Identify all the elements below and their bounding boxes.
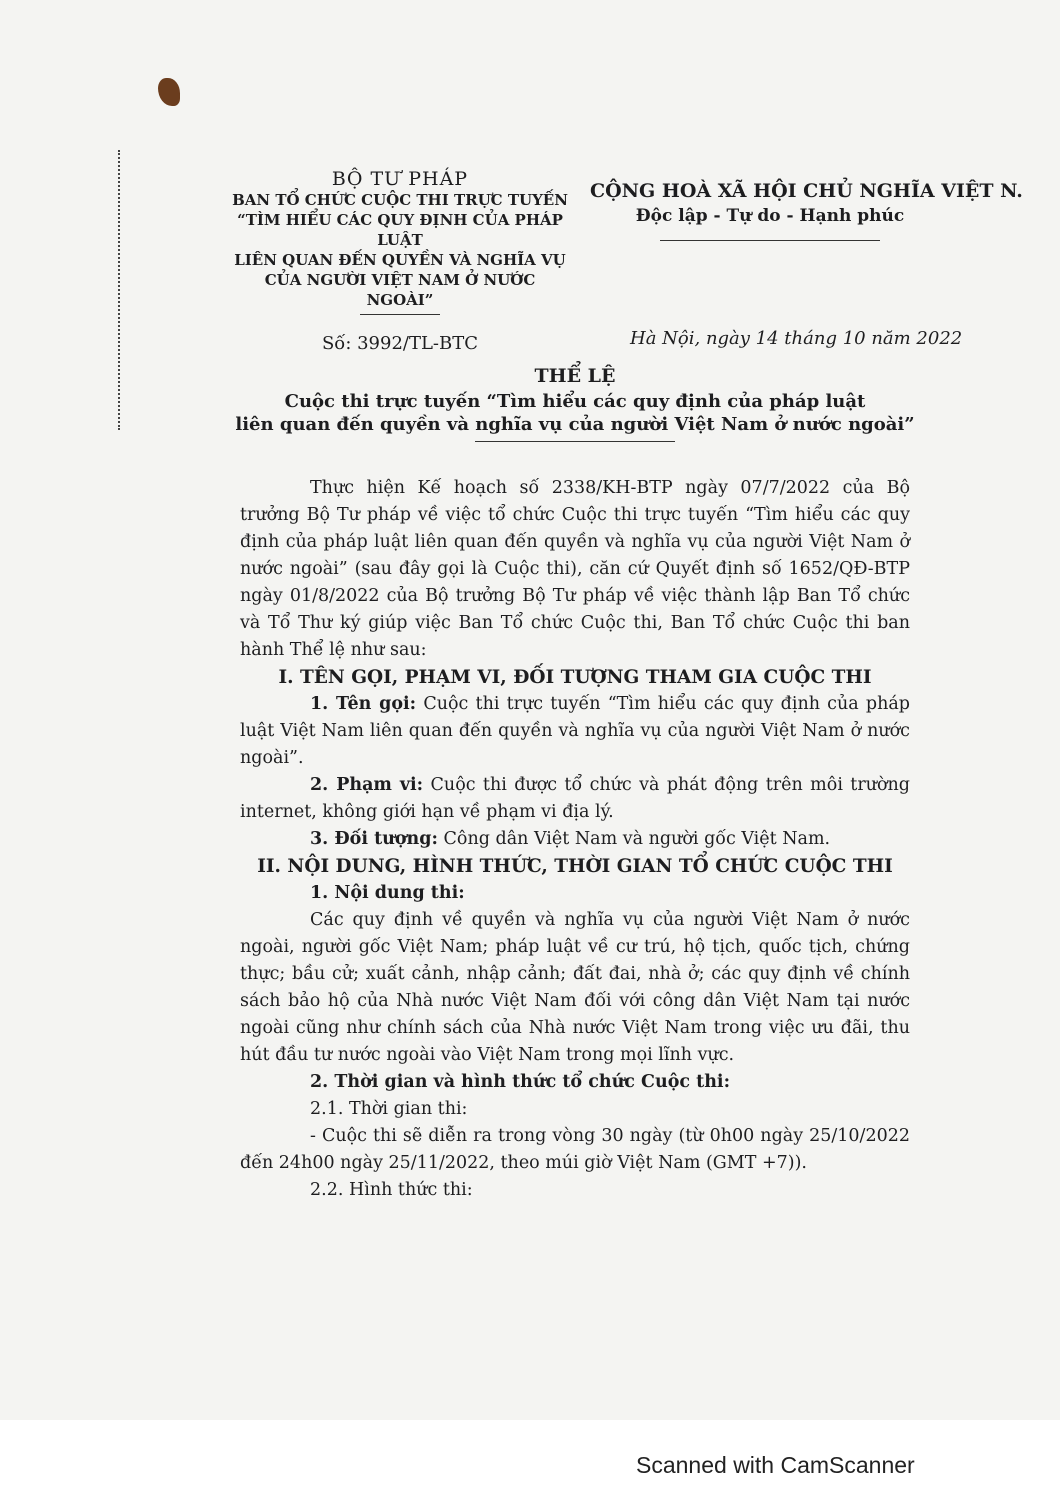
ministry-name: BỘ TƯ PHÁP [331,168,469,190]
issuer-block [230,168,570,354]
section-heading: I. TÊN GỌI, PHẠM VI, ĐỐI TƯỢNG THAM GIA CUỘC THI [278,667,872,688]
item-text: Cuộc thi được tổ chức và phát động trên môi trường internet, không giới hạn về phạm vi địa lý. [240,775,910,822]
section-heading: II. NỘI DUNG, HÌNH THỨC, THỜI GIAN TỔ CHỨC CUỘC THI [257,856,893,877]
nation-block [590,180,1023,241]
motto: Độc lập - Tự do - Hạnh phúc [635,206,905,226]
paragraph [240,826,910,853]
paragraph [240,691,910,772]
item-text: Cuộc thi trực tuyến “Tìm hiểu các quy định của pháp luật Việt Nam liên quan đến quyền và nghĩa vụ của người Việt Nam ở nước ngoài”. [240,694,910,768]
subheading: 2. Thời gian và hình thức tổ chức Cuộc thi: [310,1072,731,1092]
item-label: 3. Đối tượng: [310,829,438,849]
binding-dots [118,150,122,430]
paragraph: Các quy định về quyền và nghĩa vụ của người Việt Nam ở nước ngoài, người gốc Việt Nam; pháp luật về cư trú, hộ tịch, quốc tịch, chứng thực; bầu cử; xuất cảnh, nhập cảnh; đất đai, nhà ở; các quy định về chính sách bảo hộ của Nhà nước Việt Nam đối với công dân Việt Nam tại nước ngoài cũng như chính sách của Nhà nước Việt Nam trong việc ưu đãi, thu hút đầu tư nước ngoài vào Việt Nam trong mọi lĩnh vực. [240,910,910,1065]
nation-name: CỘNG HOÀ XÃ HỘI CHỦ NGHĨA VIỆT N. [590,180,1023,202]
subheading: 2.1. Thời gian thi: [310,1099,468,1119]
paragraph [240,772,910,826]
board-line: “TÌM HIỂU CÁC QUY ĐỊNH CỦA PHÁP LUẬT [237,211,563,249]
ink-stain [158,78,180,106]
intro-paragraph: Thực hiện Kế hoạch số 2338/KH-BTP ngày 07/7/2022 của Bộ trưởng Bộ Tư pháp về việc tổ chức Cuộc thi trực tuyến “Tìm hiểu các quy định của pháp luật liên quan đến quyền và nghĩa vụ của người Việt Nam ở nước ngoài” (sau đây gọi là Cuộc thi), căn cứ Quyết định số 1652/QĐ-BTP ngày 01/8/2022 của Bộ trưởng Bộ Tư pháp về việc thành lập Ban Tổ chức và Tổ Thư ký giúp việc Ban Tổ chức Cuộc thi, Ban Tổ chức Cuộc thi ban hành Thể lệ như sau: [240,478,910,660]
title-line: Cuộc thi trực tuyến “Tìm hiểu các quy định của pháp luật [284,391,866,412]
board-line: LIÊN QUAN ĐẾN QUYỀN VÀ NGHĨA VỤ [234,251,566,269]
divider [475,441,675,442]
document-body [240,475,910,1204]
divider [360,314,440,315]
item-text: Công dân Việt Nam và người gốc Việt Nam. [437,829,831,849]
issue-date: Hà Nội, ngày 14 tháng 10 năm 2022 [630,328,963,349]
item-label: 1. Tên gọi: [310,694,417,714]
board-line: CỦA NGƯỜI VIỆT NAM Ở NƯỚC NGOÀI” [264,271,536,309]
document-title [230,365,920,442]
subheading: 2.2. Hình thức thi: [310,1180,473,1200]
board-line: BAN TỔ CHỨC CUỘC THI TRỰC TUYẾN [232,191,568,209]
divider [660,240,880,241]
title-line: liên quan đến quyền và nghĩa vụ của người Việt Nam ở nước ngoài” [235,414,915,435]
paragraph: - Cuộc thi sẽ diễn ra trong vòng 30 ngày (từ 0h00 ngày 25/10/2022 đến 24h00 ngày 25/11/2022, theo múi giờ Việt Nam (GMT +7)). [240,1126,910,1173]
subheading: 1. Nội dung thi: [310,883,465,903]
scanner-watermark: Scanned with CamScanner [636,1452,915,1478]
title-main: THỂ LỆ [534,365,616,387]
board-name [230,190,570,310]
document-number: Số: 3992/TL-BTC [321,333,479,354]
item-label: 2. Phạm vi: [310,775,424,795]
